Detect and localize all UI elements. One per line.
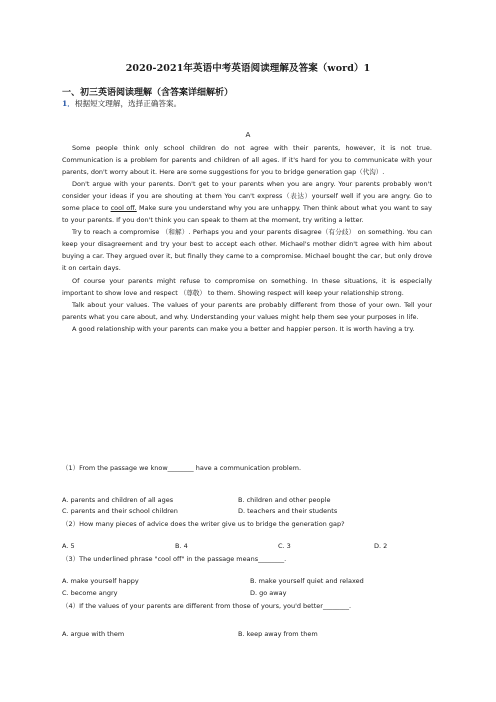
answer-option[interactable]: B. keep away from them [238, 630, 318, 638]
passage-paragraph: Some people think only school children do not agree with their parents, however, it is not true. Communication is a problem for parents and children of all ages. If it's hard for you to communicate with your parents, don't worry about it. Here are some suggestions for you to bridge generation gap（代沟）. [62, 144, 432, 177]
answer-option[interactable]: B. children and other people [238, 496, 331, 504]
passage-paragraph: Talk about your values. The values of your parents are probably different from those of your own. Tell your parents what you care about, and why. Understanding your values might help them see your purposes in life. [62, 300, 432, 321]
question-stem: （2）How many pieces of advice does the writer give us to bridge the generation gap? [62, 520, 345, 528]
passage-paragraph: Try to reach a compromise （和解）. Perhaps you and your parents disagree（有分歧） on something. You can keep your disagreement and try your best to accept each other. Michael's mother didn't agree with him about buying a car. They argued over it, but finally they came to a compromise. Michael bought the car, but only drove it on certain days. [62, 228, 432, 273]
answer-option[interactable]: B. 4 [175, 542, 188, 550]
instruction-line [62, 98, 181, 109]
question-number: 1． [62, 99, 75, 108]
passage-paragraph: Of course your parents might refuse to compromise on something. In these situations, it is especially important to show love and respect （尊敬） to them. Showing respect will keep your relationship strong. [62, 276, 432, 297]
answer-option[interactable]: A. make yourself happy [62, 577, 139, 585]
document-title: 2020-2021年英语中考英语阅读理解及答案（word）1 [125, 63, 371, 74]
answer-option[interactable]: A. 5 [62, 542, 75, 550]
answer-option[interactable]: A. parents and children of all ages [62, 496, 174, 504]
question-stem: （3）The underlined phrase "cool off" in the passage means________. [62, 555, 287, 563]
question-stem: （4）If the values of your parents are different from those of yours, you'd better________. [62, 602, 352, 610]
passage-text: Don't argue with your parents. Don't get to your parents when you are angry. Your parents probably won't consider your ideas if you are shouting at them You can't express（表达）yourself well if you are angry. Go to some place to [62, 180, 432, 213]
answer-option[interactable]: B. make yourself quiet and relaxed [250, 577, 364, 585]
answer-option[interactable]: C. 3 [278, 542, 291, 550]
instruction-text: 根据短文理解，选择正确答案。 [74, 99, 182, 108]
passage-body [62, 142, 432, 335]
section-heading: 一、初三英语阅读理解（含答案详细解析） [62, 88, 234, 98]
answer-option[interactable]: D. go away [250, 589, 287, 597]
passage-paragraph [62, 178, 432, 226]
question-stem: （1）From the passage we know________ have a communication problem. [62, 464, 302, 472]
passage-paragraph: A good relationship with your parents can make you a better and happier person. It is worth having a try. [72, 324, 415, 333]
answer-option[interactable]: C. parents and their school children [62, 507, 178, 515]
answer-option[interactable]: A. argue with them [62, 630, 125, 638]
answer-option[interactable]: D. 2 [374, 542, 388, 550]
underlined-phrase: cool off. [110, 204, 137, 213]
answer-option[interactable]: D. teachers and their students [238, 507, 338, 515]
answer-option[interactable]: C. become angry [62, 589, 118, 597]
passage-letter: A [245, 130, 251, 139]
passage-text: Make sure you understand why you are unhappy. Then think about what you want to say to your parents. If you don't think you can speak to them at the moment, try writing a letter. [62, 204, 433, 225]
